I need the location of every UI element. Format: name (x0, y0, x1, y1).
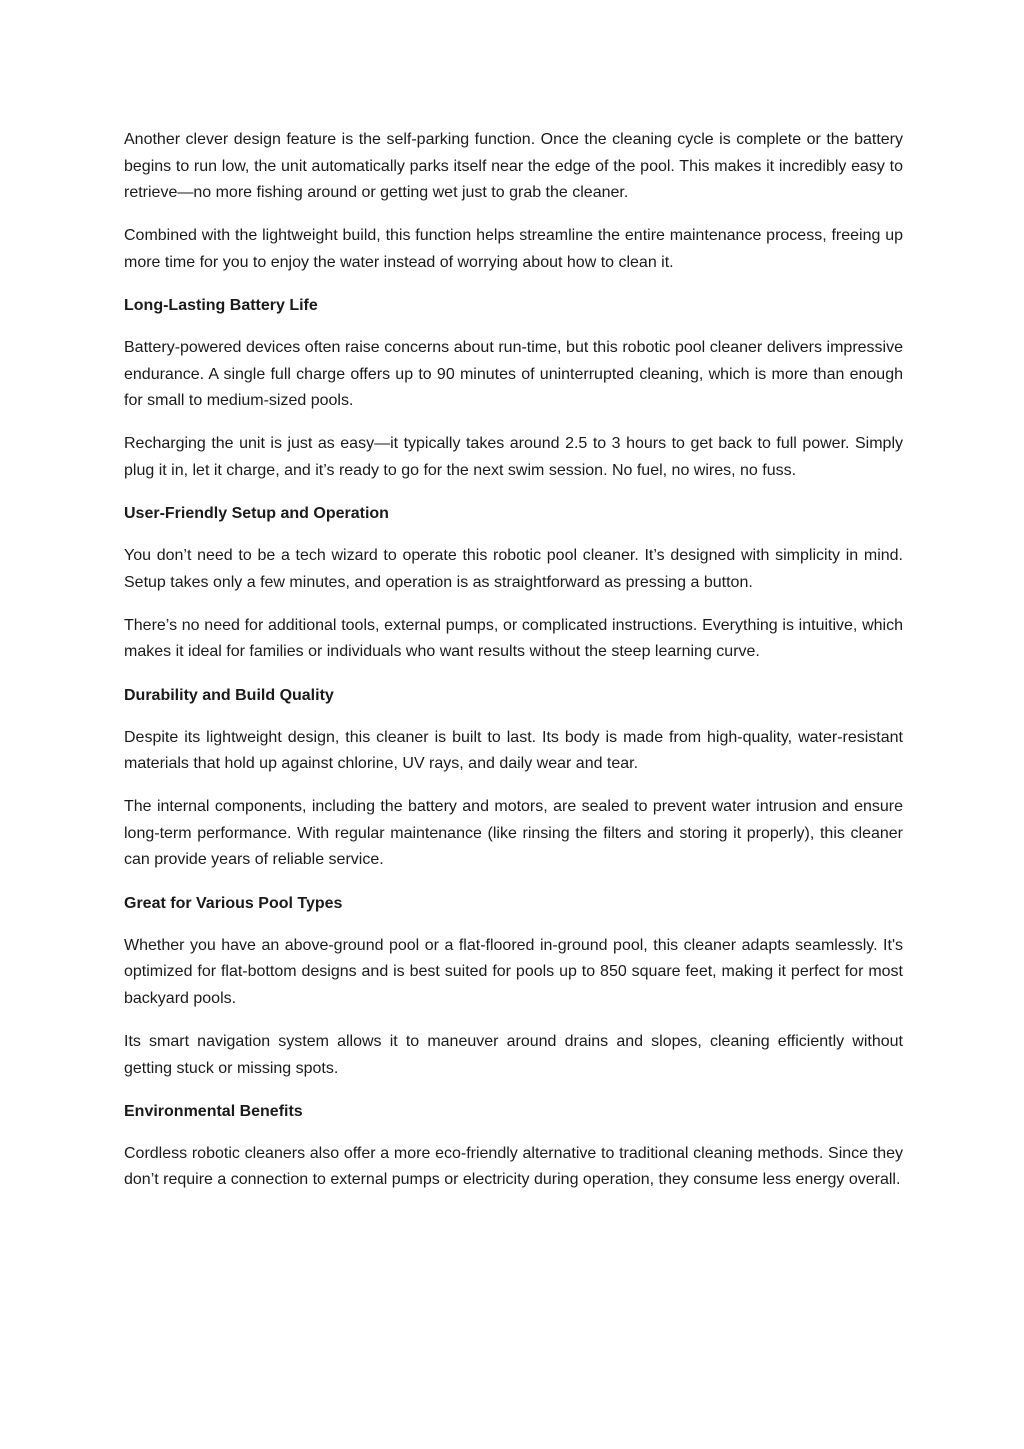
paragraph-self-parking: Another clever design feature is the self-parking function. Once the cleaning cycle is complete or the battery begins to run low, the unit automatically parks itself near the edge of the pool. This makes it incredibly easy to retrieve—no more fishing around or getting wet just to grab the cleaner. (124, 131, 903, 202)
heading-environmental: Environmental Benefits (124, 1102, 303, 1120)
document-page (124, 127, 903, 1210)
heading-battery-life: Long-Lasting Battery Life (124, 296, 318, 314)
paragraph-internal-components: The internal components, including the battery and motors, are sealed to prevent water intrusion and ensure long-term performance. With regular maintenance (like rinsing the filters and storing it properly), this cleaner can provide years of reliable service. (124, 798, 903, 869)
paragraph-recharging: Recharging the unit is just as easy—it typically takes around 2.5 to 3 hours to get back to full power. Simply plug it in, let it charge, and it’s ready to go for the next swim session. No fuel, no wires, no fuss. (124, 435, 903, 479)
paragraph-lightweight-build: Combined with the lightweight build, this function helps streamline the entire maintenance process, freeing up more time for you to enjoy the water instead of worrying about how to clean it. (124, 227, 903, 271)
heading-pool-types: Great for Various Pool Types (124, 894, 343, 912)
heading-setup-operation: User-Friendly Setup and Operation (124, 505, 389, 523)
heading-durability: Durability and Build Quality (124, 686, 334, 704)
paragraph-navigation: Its smart navigation system allows it to maneuver around drains and slopes, cleaning efficiently without getting stuck or missing spots. (124, 1032, 903, 1077)
paragraph-materials: Despite its lightweight design, this cleaner is built to last. Its body is made from high-quality, water-resistant materials that hold up against chlorine, UV rays, and daily wear and tear. (124, 728, 903, 773)
paragraph-eco-friendly: Cordless robotic cleaners also offer a more eco-friendly alternative to traditional cleaning methods. Since they don’t require a connection to external pumps or electricity during operation, they consume less energy overall. (124, 1144, 903, 1189)
paragraph-pool-compatibility: Whether you have an above-ground pool or a flat-floored in-ground pool, this cleaner adapts seamlessly. It's optimized for flat-bottom designs and is best suited for pools up to 850 square feet, making it perfect for most backyard pools. (124, 936, 903, 1007)
paragraph-intuitive: There’s no need for additional tools, external pumps, or complicated instructions. Everything is intuitive, which makes it ideal for families or individuals who want results without the steep learning curve. (124, 616, 903, 661)
paragraph-simplicity: You don’t need to be a tech wizard to operate this robotic pool cleaner. It’s designed with simplicity in mind. Setup takes only a few minutes, and operation is as straightforward as pressing a button. (124, 547, 903, 591)
paragraph-battery-endurance: Battery-powered devices often raise concerns about run-time, but this robotic pool cleaner delivers impressive endurance. A single full charge offers up to 90 minutes of uninterrupted cleaning, which is more than enough for small to medium-sized pools. (124, 339, 903, 410)
